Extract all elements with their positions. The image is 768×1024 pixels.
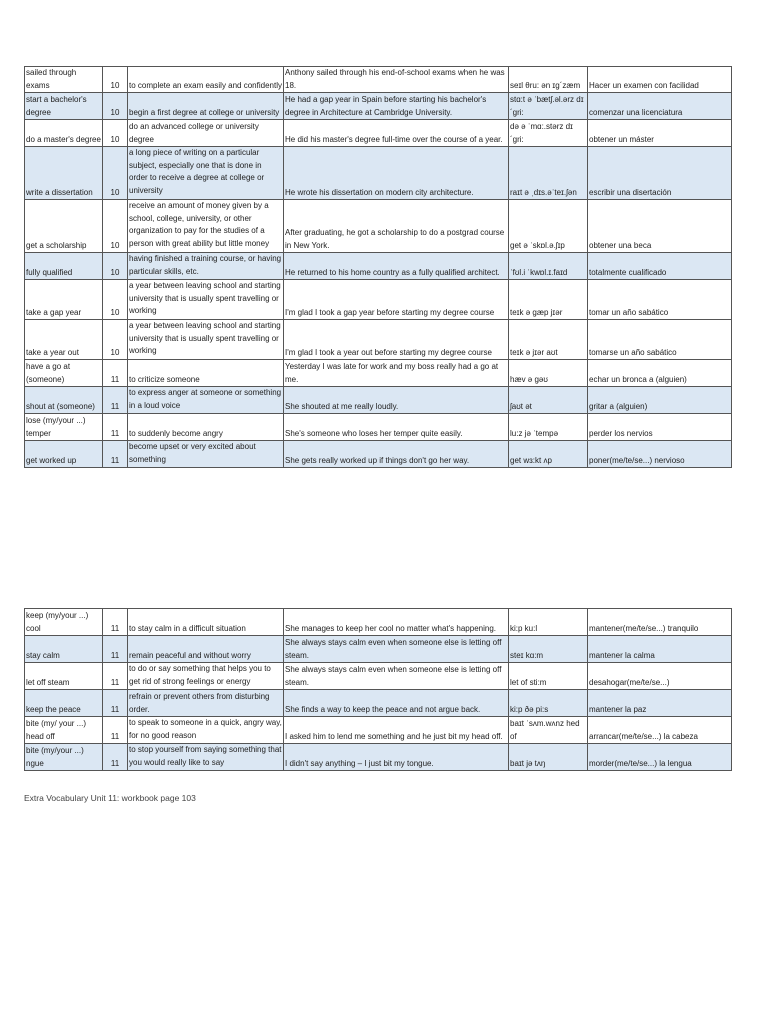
definition-cell: begin a first degree at college or university <box>128 93 284 120</box>
phonetic-cell: ki:p ku:l <box>509 609 588 636</box>
definition-cell: a year between leaving school and starting university that is usually spent travelling or working <box>128 320 284 360</box>
phonetic-cell: raɪt ə ˌdɪs.əˈteɪ.ʃən <box>509 147 588 200</box>
example-cell: She manages to keep her cool no matter what's happening. <box>284 609 509 636</box>
unit-cell: 10 <box>103 253 128 280</box>
example-cell: Yesterday I was late for work and my boss really had a go at me. <box>284 360 509 387</box>
spanish-cell: tomar un año sabático <box>588 280 732 320</box>
table-row <box>25 663 732 690</box>
table-row <box>25 320 732 360</box>
table-row <box>25 253 732 280</box>
spanish-cell: Hacer un examen con facilidad <box>588 67 732 93</box>
definition-cell: a long piece of writing on a particular subject, especially one that is done in order to receive a degree at college or university <box>128 147 284 200</box>
phrase-cell: lose (my/your ...) temper <box>25 414 103 441</box>
phonetic-cell: stɑ:t ə ˈbætʃ.əl.ərz dɪ´gri: <box>509 93 588 120</box>
example-cell: I didn't say anything – I just bit my tongue. <box>284 744 509 771</box>
footer-note: Extra Vocabulary Unit 11: workbook page 103 <box>24 793 196 803</box>
definition-cell: to speak to someone in a quick, angry way, for no good reason <box>128 717 284 744</box>
phonetic-cell: get wɜ:kt ʌp <box>509 441 588 468</box>
table-row <box>25 360 732 387</box>
unit-cell: 11 <box>103 690 128 717</box>
example-cell: She shouted at me really loudly. <box>284 387 509 414</box>
definition-cell: do an advanced college or university degree <box>128 120 284 147</box>
phonetic-cell: baɪt jə tʌŋ <box>509 744 588 771</box>
unit-cell: 11 <box>103 609 128 636</box>
phonetic-cell: teɪk ə gæp jɪər <box>509 280 588 320</box>
spanish-cell: totalmente cualificado <box>588 253 732 280</box>
unit-cell: 11 <box>103 441 128 468</box>
definition-cell: to do or say something that helps you to get rid of strong feelings or energy <box>128 663 284 690</box>
phrase-cell: bite (my/ your ...) head off <box>25 717 103 744</box>
spanish-cell: obtener un máster <box>588 120 732 147</box>
example-cell: She's someone who loses her temper quite easily. <box>284 414 509 441</box>
phrase-cell: shout at (someone) <box>25 387 103 414</box>
spanish-cell: tomarse un año sabático <box>588 320 732 360</box>
definition-cell: remain peaceful and without worry <box>128 636 284 663</box>
phonetic-cell: teɪk ə jɪər aʊt <box>509 320 588 360</box>
phonetic-cell: let of sti:m <box>509 663 588 690</box>
example-cell: She always stays calm even when someone else is letting off steam. <box>284 663 509 690</box>
definition-cell: a year between leaving school and starting university that is usually spent travelling or working <box>128 280 284 320</box>
definition-cell: having finished a training course, or having particular skills, etc. <box>128 253 284 280</box>
phrase-cell: keep (my/your ...) cool <box>25 609 103 636</box>
phrase-cell: get a scholarship <box>25 200 103 253</box>
spanish-cell: arrancar(me/te/se...) la cabeza <box>588 717 732 744</box>
spanish-cell: morder(me/te/se...) la lengua <box>588 744 732 771</box>
unit-cell: 10 <box>103 147 128 200</box>
phrase-cell: do a master's degree <box>25 120 103 147</box>
phrase-cell: start a bachelor's degree <box>25 93 103 120</box>
unit-cell: 10 <box>103 120 128 147</box>
example-cell: He returned to his home country as a fully qualified architect. <box>284 253 509 280</box>
example-cell: Anthony sailed through his end-of-school exams when he was 18. <box>284 67 509 93</box>
phrase-cell: stay calm <box>25 636 103 663</box>
unit-cell: 10 <box>103 93 128 120</box>
table-row <box>25 120 732 147</box>
phrase-cell: have a go at (someone) <box>25 360 103 387</box>
unit-cell: 11 <box>103 663 128 690</box>
phrase-cell: keep the peace <box>25 690 103 717</box>
unit-cell: 11 <box>103 744 128 771</box>
table-row <box>25 717 732 744</box>
phrase-cell: fully qualified <box>25 253 103 280</box>
definition-cell: become upset or very excited about something <box>128 441 284 468</box>
phonetic-cell: ki:p ðə pi:s <box>509 690 588 717</box>
unit-cell: 10 <box>103 67 128 93</box>
spanish-cell: mantener la paz <box>588 690 732 717</box>
phrase-cell: let off steam <box>25 663 103 690</box>
table-row <box>25 280 732 320</box>
unit-cell: 10 <box>103 200 128 253</box>
spanish-cell: mantener la calma <box>588 636 732 663</box>
table-row <box>25 609 732 636</box>
unit-cell: 11 <box>103 717 128 744</box>
definition-cell: refrain or prevent others from disturbing order. <box>128 690 284 717</box>
unit-cell: 10 <box>103 280 128 320</box>
definition-cell: to stay calm in a difficult situation <box>128 609 284 636</box>
definition-cell: to stop yourself from saying something that you would really like to say <box>128 744 284 771</box>
phrase-cell: take a year out <box>25 320 103 360</box>
spanish-cell: perder los nervios <box>588 414 732 441</box>
unit-cell: 11 <box>103 387 128 414</box>
phonetic-cell: də ə ˈmɑ:.stərz dɪ´gri: <box>509 120 588 147</box>
spanish-cell: mantener(me/te/se...) tranquilo <box>588 609 732 636</box>
vocabulary-table-units-10-11 <box>24 66 732 468</box>
definition-cell: to criticize someone <box>128 360 284 387</box>
table-row <box>25 67 732 93</box>
example-cell: I'm glad I took a gap year before starting my degree course <box>284 280 509 320</box>
example-cell: He had a gap year in Spain before starting his bachelor's degree in Architecture at Cambridge University. <box>284 93 509 120</box>
unit-cell: 10 <box>103 320 128 360</box>
example-cell: I'm glad I took a year out before starting my degree course <box>284 320 509 360</box>
table-row <box>25 414 732 441</box>
unit-cell: 11 <box>103 636 128 663</box>
vocabulary-table-unit-11-continued <box>24 608 732 771</box>
phonetic-cell: get ə ˈskɒl.ə.ʃɪp <box>509 200 588 253</box>
spanish-cell: comenzar una licenciatura <box>588 93 732 120</box>
table-row <box>25 744 732 771</box>
phrase-cell: sailed through exams <box>25 67 103 93</box>
phrase-cell: write a dissertation <box>25 147 103 200</box>
spanish-cell: echar un bronca a (alguien) <box>588 360 732 387</box>
table-row <box>25 387 732 414</box>
definition-cell: receive an amount of money given by a school, college, university, or other organization to pay for the studies of a person with great ability but little money <box>128 200 284 253</box>
table-body <box>25 609 732 771</box>
phrase-cell: bite (my/your ...) ngue <box>25 744 103 771</box>
example-cell: I asked him to lend me something and he just bit my head off. <box>284 717 509 744</box>
spanish-cell: gritar a (alguien) <box>588 387 732 414</box>
definition-cell: to express anger at someone or something in a loud voice <box>128 387 284 414</box>
unit-cell: 11 <box>103 414 128 441</box>
definition-cell: to suddenly become angry <box>128 414 284 441</box>
phonetic-cell: steɪ kɑ:m <box>509 636 588 663</box>
example-cell: She always stays calm even when someone else is letting off steam. <box>284 636 509 663</box>
example-cell: After graduating, he got a scholarship to do a postgrad course in New York. <box>284 200 509 253</box>
table-row <box>25 636 732 663</box>
table-row <box>25 441 732 468</box>
phonetic-cell: ˈfʊl.i ˈkwɒl.ɪ.faɪd <box>509 253 588 280</box>
phrase-cell: take a gap year <box>25 280 103 320</box>
phonetic-cell: baɪt ˈsʌm.wʌnz hed of <box>509 717 588 744</box>
spanish-cell: obtener una beca <box>588 200 732 253</box>
table-row <box>25 690 732 717</box>
table-body <box>25 67 732 468</box>
example-cell: She gets really worked up if things don't go her way. <box>284 441 509 468</box>
phrase-cell: get worked up <box>25 441 103 468</box>
spanish-cell: desahogar(me/te/se...) <box>588 663 732 690</box>
phonetic-cell: lu:z jə ˈtempə <box>509 414 588 441</box>
phonetic-cell: seɪl θru: ən ɪg´zæm <box>509 67 588 93</box>
table-row <box>25 200 732 253</box>
example-cell: He wrote his dissertation on modern city architecture. <box>284 147 509 200</box>
example-cell: He did his master's degree full-time over the course of a year. <box>284 120 509 147</box>
table-row <box>25 147 732 200</box>
example-cell: She finds a way to keep the peace and not argue back. <box>284 690 509 717</box>
phonetic-cell: hæv ə gəʊ <box>509 360 588 387</box>
spanish-cell: poner(me/te/se...) nervioso <box>588 441 732 468</box>
definition-cell: to complete an exam easily and confidently <box>128 67 284 93</box>
table-row <box>25 93 732 120</box>
phonetic-cell: ʃaʊt ət <box>509 387 588 414</box>
unit-cell: 11 <box>103 360 128 387</box>
spanish-cell: escribir una disertación <box>588 147 732 200</box>
